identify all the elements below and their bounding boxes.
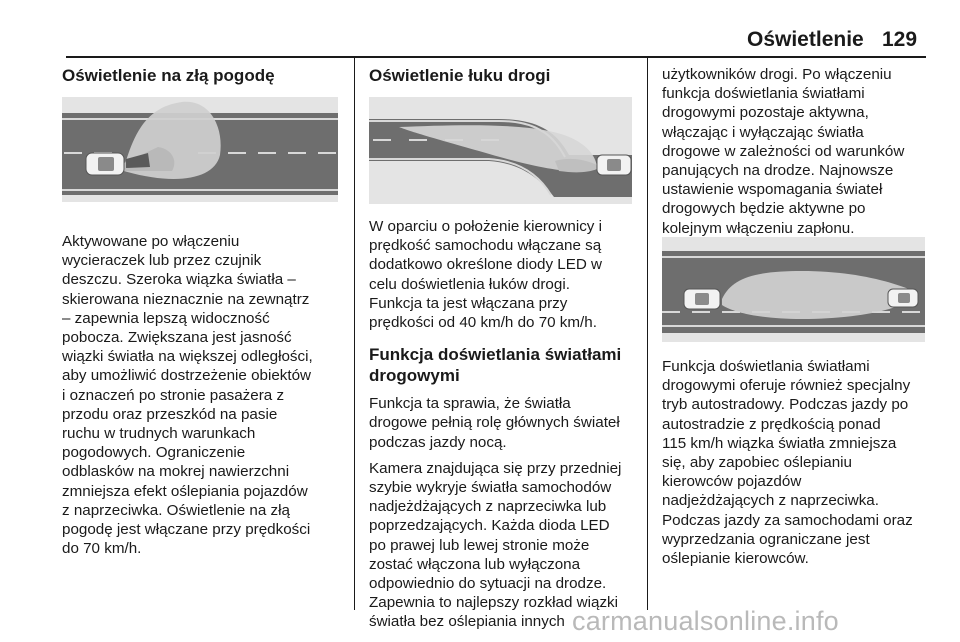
curve-light-illustration xyxy=(369,97,632,204)
section-heading-high-beam-assist: Funkcja doświetlania światłami drogowymi xyxy=(369,345,622,386)
bad-weather-text: Aktywowane po włączeniu wycieraczek lub przez czujnik deszczu. Szeroka wiązka światła – skierowana nieznacznie na zewnątrz – zapewnia lepszą widoczność pobocza. Zwiększana jest jasność wiązki światła na większej odległości, aby umożliwić dostrzeżenie obiektów i oznaczeń po stronie pasażera z przodu oraz przeszkód na pasie ruchu w trudnych warunkach pogodowych. Ograniczenie odblasków na mokrej nawierzchni zmniejsza efekt oślepiania pojazdów z naprzeciwka. Oświetlenie na złą pogodę jest włączane przy prędkości do 70 km/h. xyxy=(62,233,313,558)
high-beam-camera-text: Kamera znajdująca się przy przedniej szybie wykryje światła samochodów nadjeżdżających z naprzeciwka lub poprzedzających. Każda dioda LED po prawej lub lewej stronie może zostać włączona lub wyłączona odpowiednio do sytuacji na drodze. Zapewnia to najlepszy rozkład wiązki światła bez oślepiania innych xyxy=(369,459,622,631)
column-2 xyxy=(369,65,639,86)
header-divider xyxy=(66,56,926,58)
column-divider-left xyxy=(354,58,355,610)
watermark-text: carmanualsonline.info xyxy=(572,606,839,636)
column-1 xyxy=(62,65,348,86)
page-number: 129 xyxy=(882,28,918,51)
column-divider-right xyxy=(647,58,648,610)
high-beam-continued-text: użytkowników drogi. Po włączeniu funkcja doświetlania światłami drogowymi pozostaje aktywna, włączając i wyłączając światła drogowe w zależności od warunków panujących na drodze. Najnowsze ustawienie wspomagania świateł drogowych będzie aktywne po kolejnym włączeniu zapłonu. xyxy=(662,66,905,237)
motorway-mode-illustration xyxy=(662,237,925,342)
section-heading-curve-light: Oświetlenie łuku drogi xyxy=(369,66,551,85)
motorway-mode-text: Funkcja doświetlania światłami drogowymi oferuje również specjalny tryb autostradowy. Podczas jazdy po autostradzie z prędkością ponad 115 km/h wiązka światła zmniejsza się, aby zapobiec oślepianiu kierowców pojazdów nadjeżdżających z naprzeciwka. Podczas jazdy za samochodami oraz wyprzedzania ograniczane jest oślepianie kierowców. xyxy=(662,358,913,568)
column-3-body xyxy=(662,357,937,568)
high-beam-intro-text: Funkcja ta sprawia, że światła drogowe pełnią rolę głównych świateł podczas jazdy nocą. xyxy=(369,395,620,451)
column-2-body xyxy=(369,217,644,632)
section-heading-bad-weather-light: Oświetlenie na złą pogodę xyxy=(62,66,275,85)
bad-weather-light-illustration xyxy=(62,97,338,202)
curve-light-text: W oparciu o położenie kierownicy i prędkość samochodu włączane są dodatkowo określone diody LED w celu doświetlenia łuków drogi. Funkcja ta jest włączana przy prędkości od 40 km/h do 70 km/h. xyxy=(369,218,603,332)
column-1-body xyxy=(62,232,352,558)
page-header-title: Oświetlenie xyxy=(747,28,864,51)
column-3 xyxy=(662,65,932,238)
